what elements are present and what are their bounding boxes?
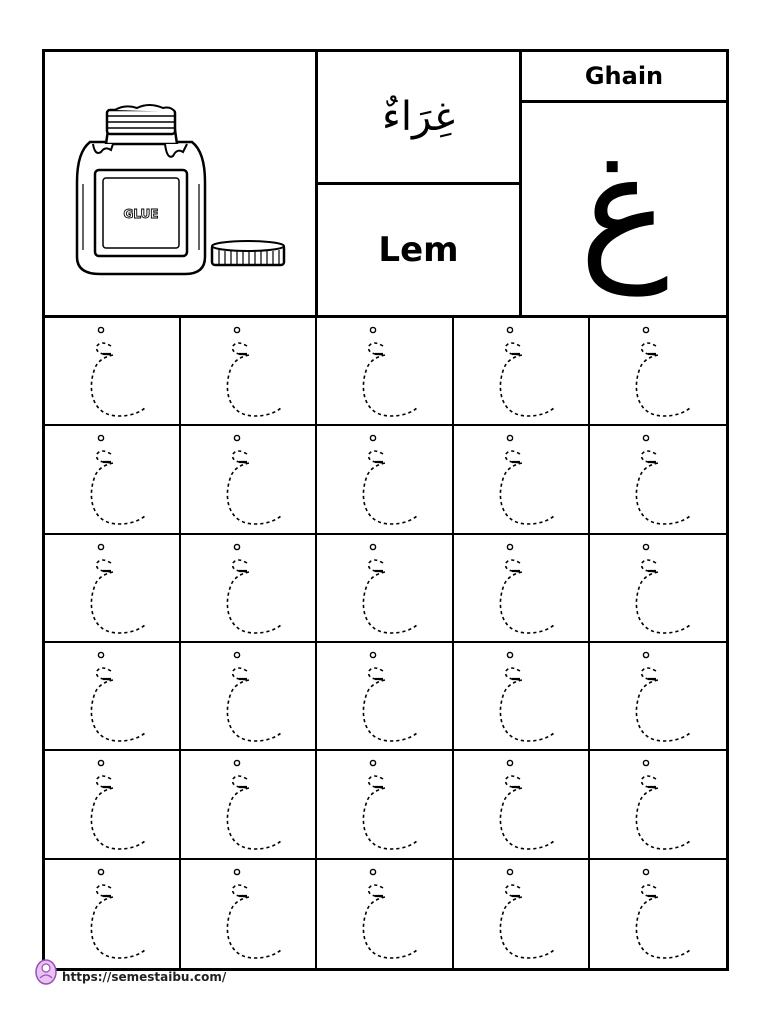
- header-section: [45, 52, 726, 318]
- dotted-ghain-icon: [355, 541, 425, 641]
- worksheet: [42, 49, 729, 971]
- tracing-cell: [181, 643, 317, 751]
- tracing-cell: [317, 643, 453, 751]
- tracing-cell: [454, 426, 590, 534]
- dotted-ghain-icon: [628, 324, 698, 424]
- illustration-cell: [45, 52, 318, 315]
- tracing-cell: [590, 860, 726, 968]
- tracing-cell: [590, 643, 726, 751]
- tracing-cell: [181, 318, 317, 426]
- dotted-ghain-icon: [355, 866, 425, 966]
- glue-jar-icon: [45, 52, 315, 315]
- dotted-ghain-icon: [219, 866, 289, 966]
- tracing-cell: [590, 535, 726, 643]
- tracing-cell: [181, 535, 317, 643]
- dotted-ghain-icon: [355, 757, 425, 857]
- letter-name: Ghain: [522, 52, 726, 103]
- letter-cell: [522, 52, 726, 315]
- tracing-cell: [45, 426, 181, 534]
- word-meaning: Lem: [378, 230, 459, 270]
- dotted-ghain-icon: [83, 649, 153, 749]
- footer-url[interactable]: https://semestaibu.com/: [62, 970, 227, 984]
- tracing-cell: [45, 643, 181, 751]
- tracing-cell: [454, 535, 590, 643]
- dotted-ghain-icon: [83, 541, 153, 641]
- dotted-ghain-icon: [219, 432, 289, 532]
- tracing-cell: [590, 751, 726, 859]
- dotted-ghain-icon: [355, 649, 425, 749]
- dotted-ghain-icon: [83, 324, 153, 424]
- dotted-ghain-icon: [219, 757, 289, 857]
- big-letter: غ: [579, 122, 669, 296]
- dotted-ghain-icon: [628, 541, 698, 641]
- tracing-cell: [590, 426, 726, 534]
- tracing-cell: [45, 535, 181, 643]
- semestaibu-logo-icon: [34, 954, 60, 986]
- dotted-ghain-icon: [628, 649, 698, 749]
- dotted-ghain-icon: [492, 432, 562, 532]
- glue-label-text: GLUE: [123, 207, 159, 221]
- dotted-ghain-icon: [492, 541, 562, 641]
- tracing-cell: [590, 318, 726, 426]
- dotted-ghain-icon: [628, 757, 698, 857]
- tracing-cell: [317, 860, 453, 968]
- dotted-ghain-icon: [628, 432, 698, 532]
- dotted-ghain-icon: [355, 324, 425, 424]
- tracing-cell: [181, 751, 317, 859]
- dotted-ghain-icon: [219, 324, 289, 424]
- tracing-cell: [181, 426, 317, 534]
- tracing-cell: [454, 318, 590, 426]
- dotted-ghain-icon: [492, 324, 562, 424]
- dotted-ghain-icon: [83, 866, 153, 966]
- dotted-ghain-icon: [83, 757, 153, 857]
- dotted-ghain-icon: [492, 757, 562, 857]
- tracing-cell: [454, 860, 590, 968]
- footer: [34, 952, 226, 988]
- tracing-cell: [317, 751, 453, 859]
- tracing-cell: [45, 318, 181, 426]
- tracing-cell: [454, 751, 590, 859]
- tracing-cell: [454, 643, 590, 751]
- dotted-ghain-icon: [492, 649, 562, 749]
- dotted-ghain-icon: [219, 541, 289, 641]
- tracing-cell: [45, 751, 181, 859]
- dotted-ghain-icon: [628, 866, 698, 966]
- dotted-ghain-icon: [83, 432, 153, 532]
- tracing-cell: [317, 318, 453, 426]
- dotted-ghain-icon: [492, 866, 562, 966]
- tracing-cell: [317, 426, 453, 534]
- arabic-word: غِرَاءٌ: [318, 52, 519, 185]
- tracing-cell: [317, 535, 453, 643]
- dotted-ghain-icon: [219, 649, 289, 749]
- word-cell: [318, 52, 522, 315]
- dotted-ghain-icon: [355, 432, 425, 532]
- tracing-grid: [45, 318, 726, 968]
